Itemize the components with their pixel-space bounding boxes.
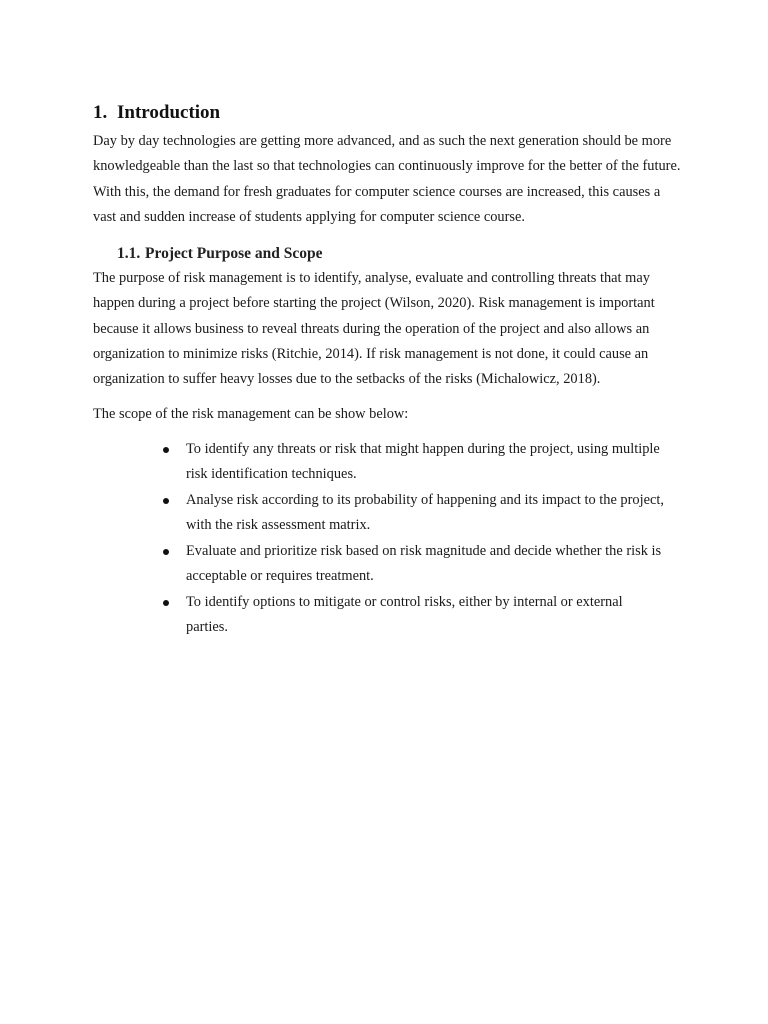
bullet-icon	[163, 498, 169, 504]
bullet-icon	[163, 447, 169, 453]
purpose-paragraph: The purpose of risk management is to identify, analyse, evaluate and controlling threats that may happen during a project before starting the project (Wilson, 2020). Risk management is important because it allows business to reveal threats during the operation of the project and also allows an organization to minimize risks (Ritchie, 2014). If risk management is not done, it could cause an organization to suffer heavy losses due to the setbacks of the risks (Michalowicz, 2018).	[93, 270, 655, 388]
section-number: 1.	[93, 102, 108, 123]
scope-bullet-list	[93, 437, 683, 641]
list-item-text: Analyse risk according to its probability of happening and its impact to the project, with the risk assessment matrix.	[186, 491, 664, 534]
list-item	[163, 539, 666, 590]
subsection-title: Project Purpose and Scope	[145, 245, 323, 263]
list-item	[163, 437, 666, 488]
list-item	[163, 488, 666, 539]
section-title: Introduction	[117, 102, 221, 123]
section-heading-introduction	[93, 100, 683, 126]
introduction-paragraph: Day by day technologies are getting more advanced, and as such the next generation should be more knowledgeable than the last so that technologies can continuously improve for the better of the future. With this, the demand for fresh graduates for computer science courses are increased, this causes a vast and sudden increase of students applying for computer science course.	[93, 133, 681, 225]
list-item	[163, 590, 666, 641]
bullet-icon	[163, 549, 169, 555]
subsection-heading-purpose-scope	[117, 242, 683, 266]
list-item-text: Evaluate and prioritize risk based on risk magnitude and decide whether the risk is acceptable or requires treatment.	[186, 542, 662, 585]
list-item-text: To identify any threats or risk that might happen during the project, using multiple risk identification techniques.	[186, 440, 660, 483]
document-content	[93, 100, 683, 641]
scope-intro-paragraph: The scope of the risk management can be show below:	[93, 405, 409, 422]
bullet-icon	[163, 600, 169, 606]
subsection-number: 1.1.	[117, 245, 141, 263]
list-item-text: To identify options to mitigate or control risks, either by internal or external parties.	[186, 593, 623, 636]
